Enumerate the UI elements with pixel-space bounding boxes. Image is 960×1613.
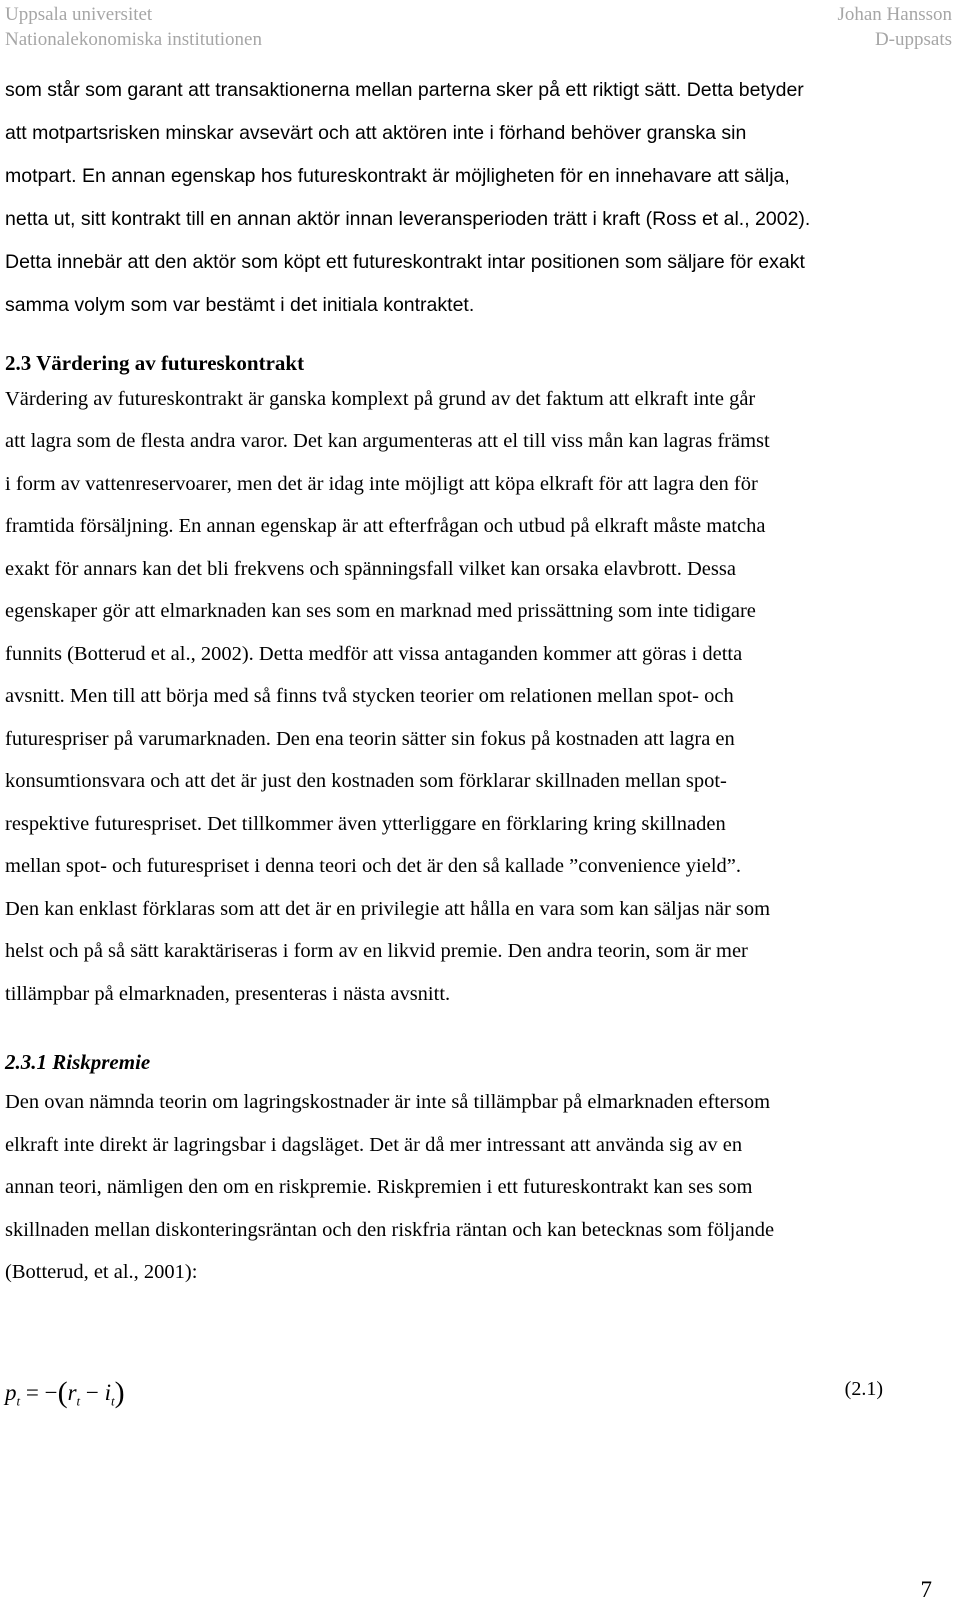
text-line: funnits (Botterud et al., 2002). Detta medför att vissa antaganden kommer att göras i detta	[5, 642, 743, 665]
text-line: Värdering av futureskontrakt är ganska komplext på grund av det faktum att elkraft inte går	[5, 387, 756, 410]
subsection-heading: 2.3.1 Riskpremie	[5, 1050, 151, 1075]
eq-p: p	[5, 1380, 17, 1405]
subsection-paragraph	[5, 1081, 950, 1294]
text-line: Den kan enklast förklaras som att det är en privilegie att hålla en vara som kan säljas när som	[5, 897, 771, 920]
page-body	[5, 69, 950, 1294]
text-line: elkraft inte direkt är lagringsbar i dagsläget. Det är då mer intressant att använda sig av en	[5, 1133, 743, 1156]
eq-open-paren: (	[57, 1376, 68, 1409]
section-paragraph	[5, 378, 950, 1016]
eq-inner-minus: −	[85, 1380, 99, 1405]
intro-paragraph	[5, 69, 950, 328]
text-line: mellan spot- och futurespriset i denna teori och det är den så kallade ”convenience yield”.	[5, 855, 741, 878]
equation-row	[5, 1374, 895, 1424]
eq-sub-t: t	[16, 1393, 21, 1409]
equation-number: (2.1)	[844, 1378, 883, 1400]
text-line: avsnitt. Men till att börja med så finns två stycken teorier om relationen mellan spot- och	[5, 685, 734, 708]
text-line: samma volym som var bestämt i det initiala kontraktet.	[5, 294, 475, 317]
page-number: 7	[920, 1577, 932, 1602]
text-line: (Botterud, et al., 2001):	[5, 1261, 198, 1284]
text-line: netta ut, sitt kontrakt till en annan aktör innan leveransperioden trätt i kraft (Ross et al., 2002).	[5, 208, 811, 231]
eq-close-paren: )	[114, 1376, 125, 1409]
text-line: att lagra som de flesta andra varor. Det kan argumenteras att el till viss mån kan lagras främst	[5, 430, 770, 453]
eq-sub-t: t	[76, 1393, 81, 1409]
header-author: Johan Hansson	[837, 4, 952, 25]
text-line: annan teori, nämligen den om en riskpremie. Riskpremien i ett futureskontrakt kan ses som	[5, 1176, 753, 1199]
eq-equals: =	[25, 1380, 39, 1405]
text-line: Detta innebär att den aktör som köpt ett futureskontrakt intar positionen som säljare för exakt	[5, 251, 805, 274]
text-line: respektive futurespriset. Det tillkommer även ytterliggare en förklaring kring skillnaden	[5, 812, 726, 835]
eq-sub-t: t	[111, 1393, 115, 1409]
text-line: skillnaden mellan diskonteringsräntan och den riskfria räntan och kan betecknas som följande	[5, 1218, 775, 1241]
text-line: framtida försäljning. En annan egenskap är att efterfrågan och utbud på elkraft måste matcha	[5, 515, 766, 538]
text-line: helst och på så sätt karaktäriseras i form av en likvid premie. Den andra teorin, som är mer	[5, 940, 748, 963]
text-line: konsumtionsvara och att det är just den kostnaden som förklarar skillnaden mellan spot-	[5, 770, 727, 793]
header-department: Nationalekonomiska institutionen	[5, 29, 262, 50]
header-university: Uppsala universitet	[5, 4, 153, 25]
section-heading: 2.3 Värdering av futureskontrakt	[5, 350, 305, 375]
text-line: exakt för annars kan det bli frekvens och spänningsfall vilket kan orsaka elavbrott. Dessa	[5, 557, 736, 580]
header-left	[5, 2, 262, 52]
eq-minus: −	[44, 1380, 58, 1405]
text-line: egenskaper gör att elmarknaden kan ses som en marknad med prissättning som inte tidigare	[5, 600, 756, 623]
text-line: i form av vattenreservoarer, men det är idag inte möjligt att köpa elkraft för att lagra den för	[5, 472, 758, 495]
text-line: futurespriser på varumarknaden. Den ena teorin sätter sin fokus på kostnaden att lagra en	[5, 727, 735, 750]
text-line: att motpartsrisken minskar avsevärt och att aktören inte i förhand behöver granska sin	[5, 122, 747, 145]
equation	[5, 1374, 125, 1410]
text-line: som står som garant att transaktionerna mellan parterna sker på ett riktigt sätt. Detta betyder	[5, 79, 804, 101]
text-line: tillämpbar på elmarknaden, presenteras i nästa avsnitt.	[5, 982, 451, 1005]
text-line: motpart. En annan egenskap hos futureskontrakt är möjligheten för en innehavare att sälja,	[5, 165, 790, 188]
eq-r: r	[67, 1380, 77, 1405]
header-right	[837, 2, 952, 52]
eq-i: i	[104, 1380, 112, 1405]
running-header	[5, 2, 952, 54]
text-line: Den ovan nämnda teorin om lagringskostnader är inte så tillämpbar på elmarknaden eftersom	[5, 1091, 771, 1114]
header-document-type: D-uppsats	[874, 29, 952, 50]
